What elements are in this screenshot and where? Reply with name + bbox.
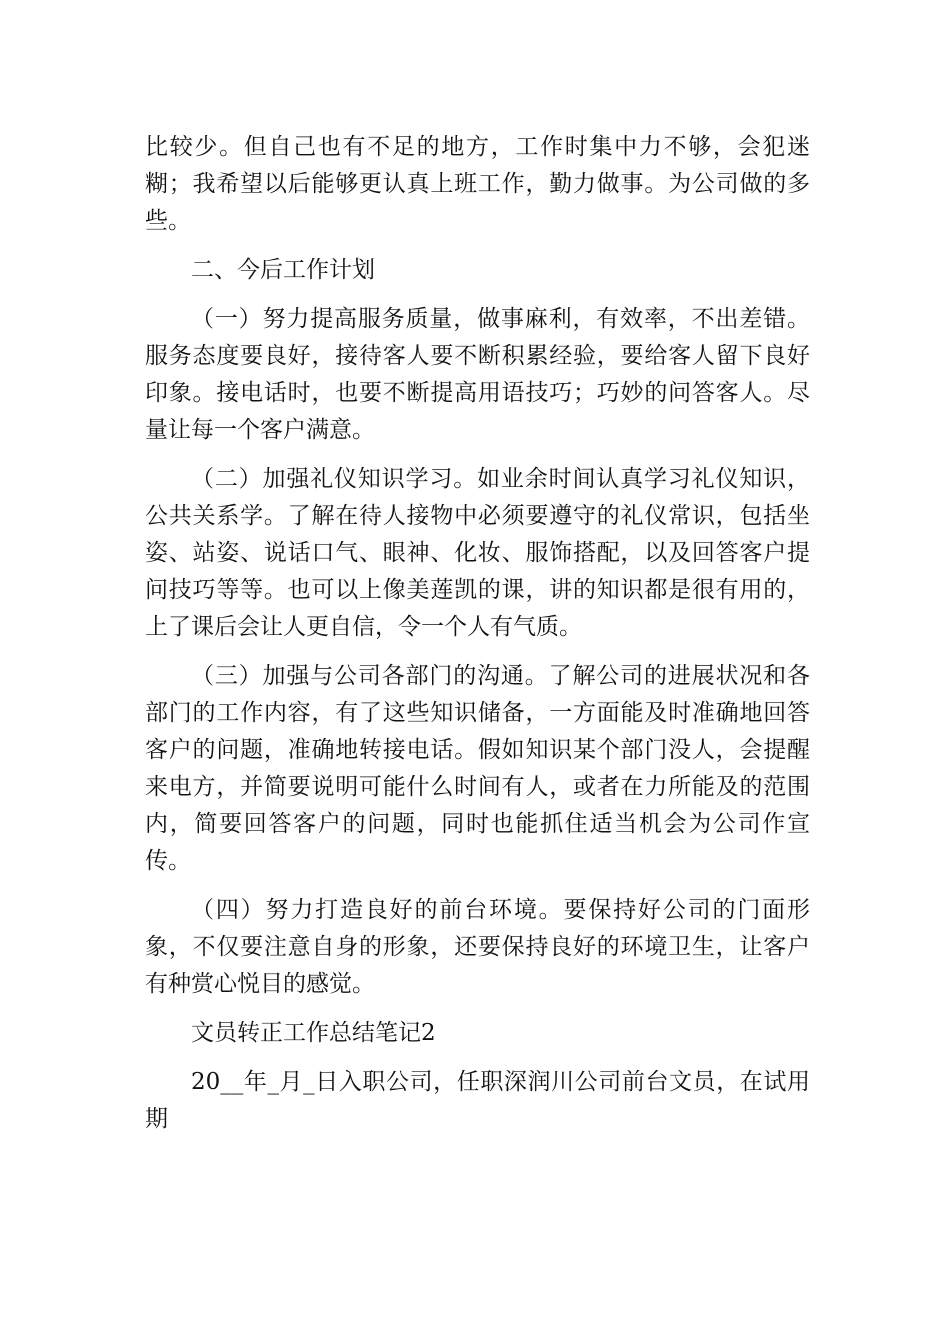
document-body [145, 129, 810, 1138]
paragraph-continuation: 比较少。但自己也有不足的地方，工作时集中力不够，会犯迷糊；我希望以后能够更认真上班工作，勤力做事。为公司做的多些。 [145, 134, 810, 234]
paragraph-summary-2-intro: 20__年_月_日入职公司，任职深润川公司前台文员，在试用期 [145, 1069, 810, 1132]
paragraph-plan-1: （一）努力提高服务质量，做事麻利，有效率，不出差错。服务态度要良好，接待客人要不断积累经验，要给客人留下良好印象。接电话时，也要不断提高用语技巧；巧妙的问答客人。尽量让每一个客户满意。 [145, 306, 810, 443]
paragraph-plan-4: （四）努力打造良好的前台环境。要保持好公司的门面形象，不仅要注意自身的形象，还要保持良好的环境卫生，让客户有种赏心悦目的感觉。 [145, 897, 810, 997]
paragraph-plan-2: （二）加强礼仪知识学习。如业余时间认真学习礼仪知识，公共关系学。了解在待人接物中必须要遵守的礼仪常识，包括坐姿、站姿、说话口气、眼神、化妆、服饰搭配，以及回答客户提问技巧等等。也可以上像美莲凯的课，讲的知识都是很有用的，上了课后会让人更自信，令一个人有气质。 [145, 466, 810, 640]
paragraph-plan-3: （三）加强与公司各部门的沟通。了解公司的进展状况和各部门的工作内容，有了这些知识储备，一方面能及时准确地回答客户的问题，准确地转接电话。假如知识某个部门没人，会提醒来电方，并简要说明可能什么时间有人，或者在力所能及的范围内，简要回答客户的问题，同时也能抓住适当机会为公司作宣传。 [145, 663, 810, 874]
section-heading-future-plan: 二、今后工作计划 [191, 257, 375, 283]
section-title-summary-2: 文员转正工作总结笔记2 [191, 1020, 436, 1046]
